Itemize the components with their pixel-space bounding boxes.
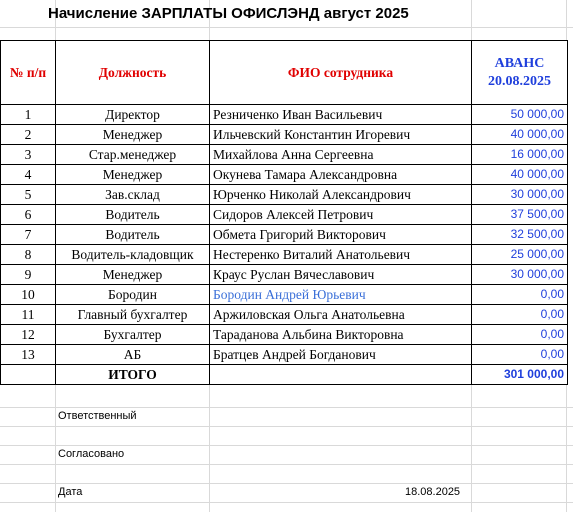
row-position-cell[interactable]: Главный бухгалтер — [56, 305, 210, 325]
row-num-cell[interactable]: 2 — [1, 125, 56, 145]
header-avans-label: АВАНС — [494, 55, 545, 71]
table-row — [1, 165, 568, 185]
row-num-cell[interactable]: 11 — [1, 305, 56, 325]
row-fio-cell[interactable]: Тараданова Альбина Викторовна — [210, 325, 472, 345]
row-position-cell[interactable]: Водитель — [56, 225, 210, 245]
row-fio-cell[interactable]: Обмета Григорий Викторович — [210, 225, 472, 245]
row-position-cell[interactable]: Менеджер — [56, 125, 210, 145]
row-amount-cell[interactable]: 40 000,00 — [472, 125, 568, 145]
table-row — [1, 185, 568, 205]
row-fio-cell[interactable]: Братцев Андрей Богданович — [210, 345, 472, 365]
row-amount-cell[interactable]: 37 500,00 — [472, 205, 568, 225]
row-position-cell[interactable]: Водитель — [56, 205, 210, 225]
header-avans-date: 20.08.2025 — [488, 73, 551, 89]
row-position-cell[interactable]: Бухгалтер — [56, 325, 210, 345]
row-num-cell[interactable]: 7 — [1, 225, 56, 245]
row-amount-cell[interactable]: 0,00 — [472, 285, 568, 305]
row-num-cell[interactable]: 4 — [1, 165, 56, 185]
row-fio-cell[interactable]: Окунева Тамара Александровна — [210, 165, 472, 185]
row-amount-cell[interactable]: 50 000,00 — [472, 105, 568, 125]
row-amount-cell[interactable]: 40 000,00 — [472, 165, 568, 185]
row-num-cell[interactable]: 12 — [1, 325, 56, 345]
approved-label[interactable]: Согласовано — [58, 448, 125, 460]
row-amount-cell[interactable]: 0,00 — [472, 305, 568, 325]
sheet-title: Начисление ЗАРПЛАТЫ ОФИСЛЭНД август 2025 — [48, 5, 409, 22]
row-num-cell[interactable]: 8 — [1, 245, 56, 265]
row-position-cell[interactable]: Менеджер — [56, 165, 210, 185]
total-num-cell[interactable] — [1, 365, 56, 385]
total-label[interactable]: ИТОГО — [56, 365, 210, 385]
table-row — [1, 285, 568, 305]
row-num-cell[interactable]: 10 — [1, 285, 56, 305]
row-amount-cell[interactable]: 30 000,00 — [472, 185, 568, 205]
row-amount-cell[interactable]: 0,00 — [472, 325, 568, 345]
row-amount-cell[interactable]: 30 000,00 — [472, 265, 568, 285]
row-amount-cell[interactable]: 0,00 — [472, 345, 568, 365]
row-position-cell[interactable]: Менеджер — [56, 265, 210, 285]
row-position-cell[interactable]: Бородин — [56, 285, 210, 305]
row-amount-cell[interactable]: 32 500,00 — [472, 225, 568, 245]
row-fio-cell[interactable]: Ильчевский Константин Игоревич — [210, 125, 472, 145]
total-fio-cell[interactable] — [210, 365, 472, 385]
row-position-cell[interactable]: Водитель-кладовщик — [56, 245, 210, 265]
table-row — [1, 225, 568, 245]
header-position[interactable]: Должность — [56, 41, 210, 105]
header-row — [1, 41, 568, 105]
row-fio-cell[interactable]: Михайлова Анна Сергеевна — [210, 145, 472, 165]
total-amount[interactable]: 301 000,00 — [472, 365, 568, 385]
row-position-cell[interactable]: Зав.склад — [56, 185, 210, 205]
row-amount-cell[interactable]: 16 000,00 — [472, 145, 568, 165]
row-fio-cell[interactable]: Бородин Андрей Юрьевич — [210, 285, 472, 305]
row-num-cell[interactable]: 5 — [1, 185, 56, 205]
row-num-cell[interactable]: 6 — [1, 205, 56, 225]
row-position-cell[interactable]: АБ — [56, 345, 210, 365]
header-avans[interactable] — [472, 41, 568, 105]
total-row — [1, 365, 568, 385]
table-row — [1, 325, 568, 345]
row-fio-cell[interactable]: Сидоров Алексей Петрович — [210, 205, 472, 225]
row-amount-cell[interactable]: 25 000,00 — [472, 245, 568, 265]
row-fio-cell[interactable]: Нестеренко Виталий Анатольевич — [210, 245, 472, 265]
row-num-cell[interactable]: 3 — [1, 145, 56, 165]
table-row — [1, 245, 568, 265]
table-row — [1, 105, 568, 125]
row-position-cell[interactable]: Директор — [56, 105, 210, 125]
table-row — [1, 125, 568, 145]
row-position-cell[interactable]: Стар.менеджер — [56, 145, 210, 165]
row-fio-cell[interactable]: Резниченко Иван Васильевич — [210, 105, 472, 125]
row-fio-cell[interactable]: Аржиловская Ольга Анатольевна — [210, 305, 472, 325]
header-num[interactable]: № п/п — [1, 41, 56, 105]
row-num-cell[interactable]: 9 — [1, 265, 56, 285]
responsible-label[interactable]: Ответственный — [58, 410, 137, 422]
payroll-table — [0, 40, 568, 385]
row-num-cell[interactable]: 1 — [1, 105, 56, 125]
table-row — [1, 145, 568, 165]
table-row — [1, 205, 568, 225]
date-label[interactable]: Дата — [58, 486, 83, 498]
row-fio-cell[interactable]: Юрченко Николай Александрович — [210, 185, 472, 205]
header-fio[interactable]: ФИО сотрудника — [210, 41, 472, 105]
row-fio-cell[interactable]: Краус Руслан Вячеславович — [210, 265, 472, 285]
table-row — [1, 265, 568, 285]
row-num-cell[interactable]: 13 — [1, 345, 56, 365]
table-row — [1, 345, 568, 365]
date-value[interactable]: 18.08.2025 — [405, 486, 461, 498]
table-row — [1, 305, 568, 325]
